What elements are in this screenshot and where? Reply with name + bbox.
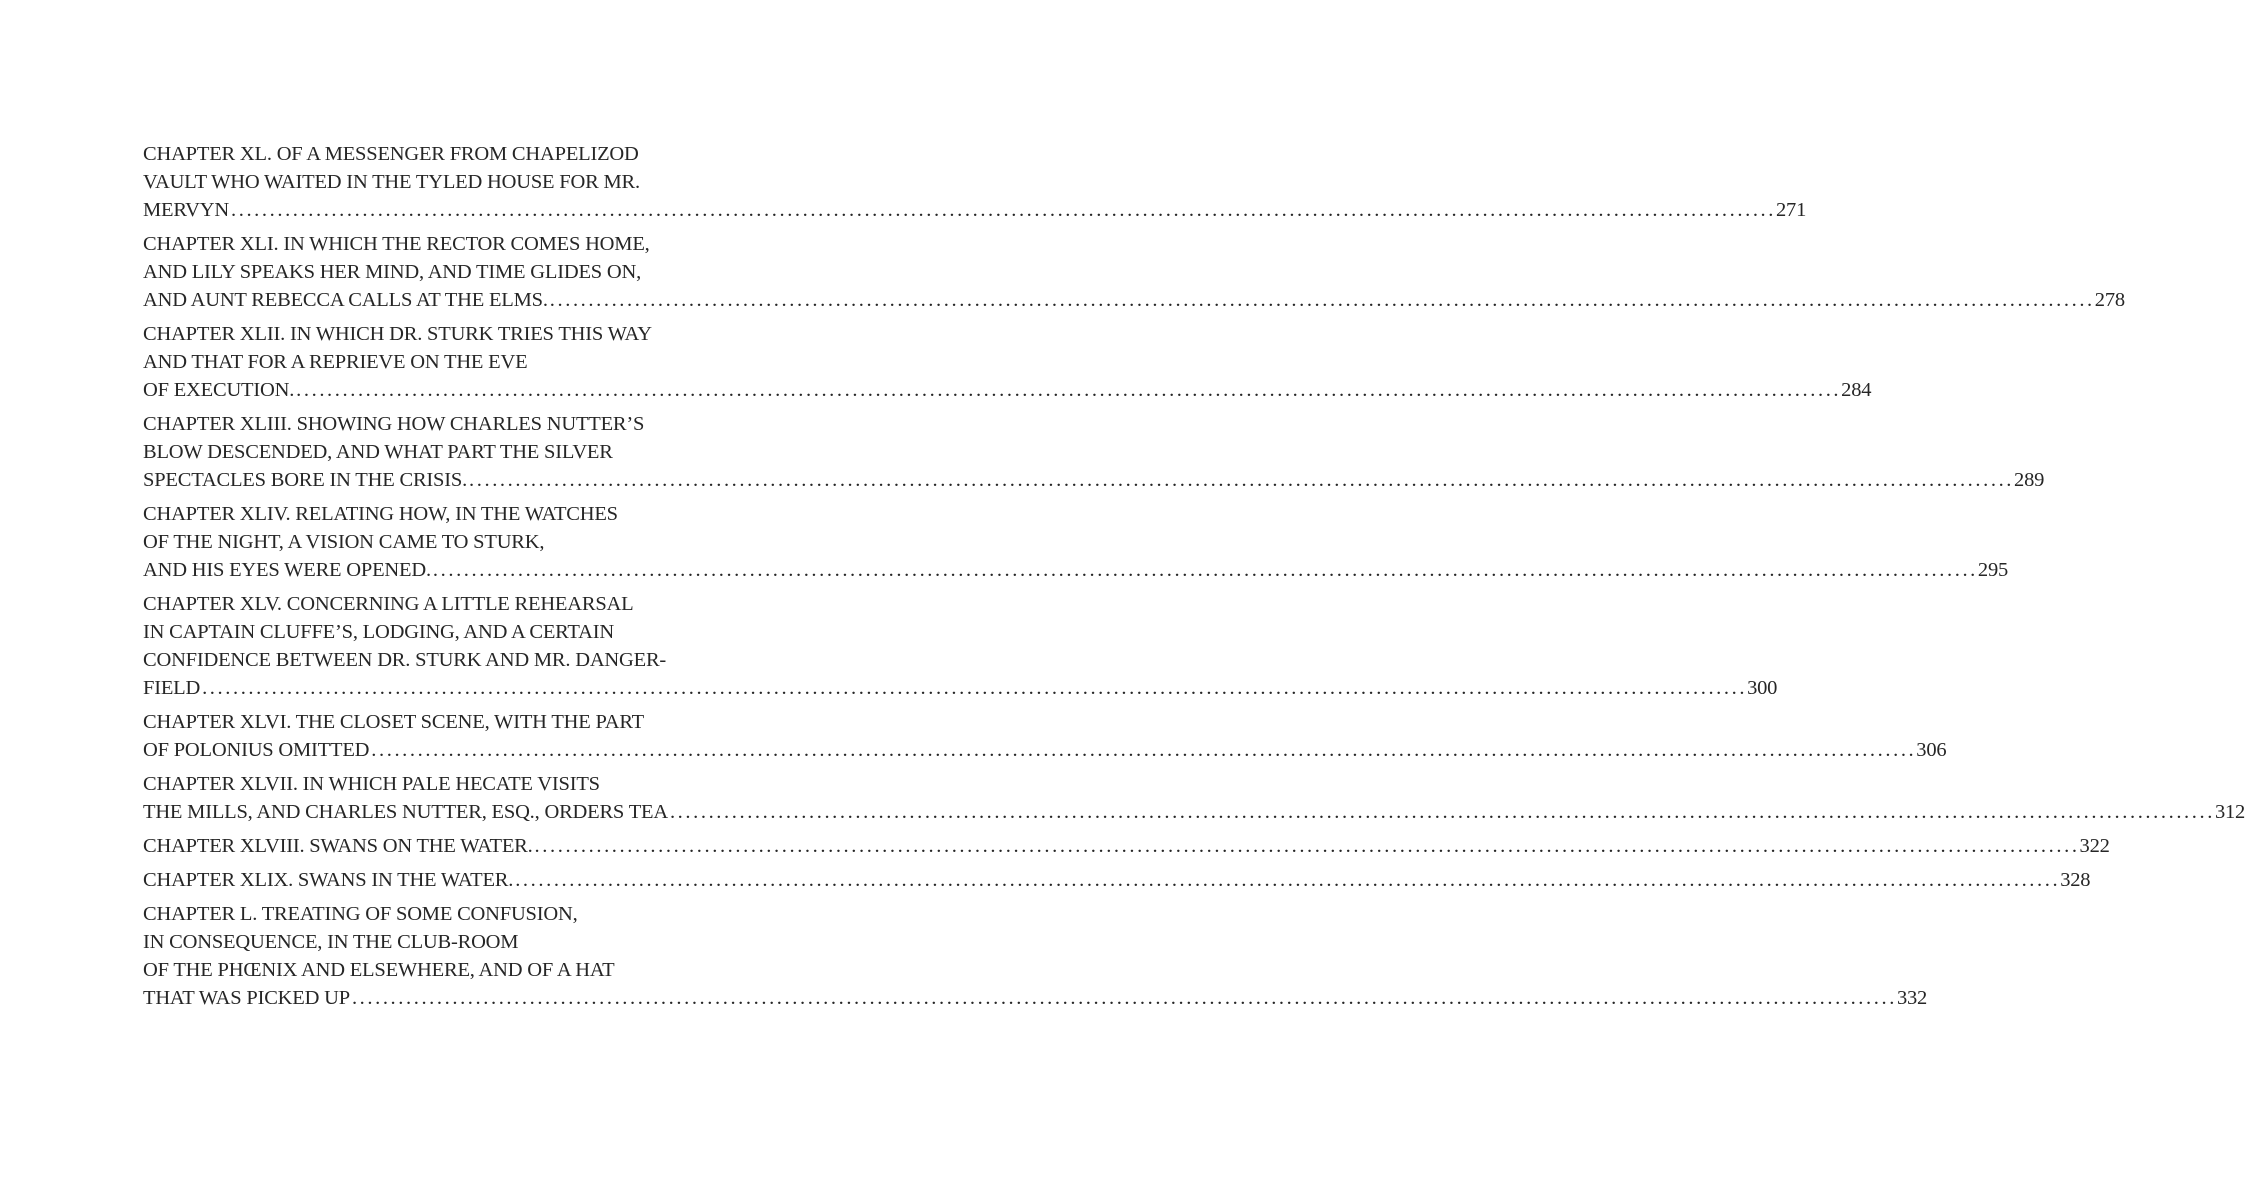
toc-entry-final-line bbox=[143, 466, 2045, 494]
toc-entry bbox=[143, 140, 1807, 224]
toc-entry-title-line: CHAPTER XLVII. IN WHICH PALE HECATE VISITS bbox=[143, 773, 600, 795]
toc-entry bbox=[143, 770, 2245, 826]
toc-entry bbox=[143, 708, 1947, 764]
toc-entry-final-line bbox=[143, 798, 2245, 826]
toc-entry-final-line bbox=[143, 832, 2110, 860]
toc-entry-title-line: CHAPTER XLV. CONCERNING A LITTLE REHEARSAL bbox=[143, 593, 634, 615]
toc-entry-title-line: CHAPTER L. TREATING OF SOME CONFUSION, bbox=[143, 903, 578, 925]
dot-leader: ........................................................................................................................................................................................................ bbox=[296, 379, 1842, 401]
toc-entry-title-line: CHAPTER XLVIII. SWANS ON THE WATER. bbox=[143, 835, 533, 857]
toc-entry-title-line: FIELD bbox=[143, 677, 201, 699]
toc-entry-title-line: CHAPTER XLVI. THE CLOSET SCENE, WITH THE PART bbox=[143, 711, 644, 733]
dot-leader: ........................................................................................................................................................................................................ bbox=[669, 801, 2215, 823]
toc-entry-final-line bbox=[143, 556, 2009, 584]
toc-entry-title-line: SPECTACLES BORE IN THE CRISIS. bbox=[143, 469, 468, 491]
toc-entry-final-line bbox=[143, 286, 2125, 314]
toc-entry-title-line: BLOW DESCENDED, AND WHAT PART THE SILVER bbox=[143, 441, 613, 463]
toc-entry-final-line bbox=[143, 984, 1928, 1012]
toc-entry-title-line: CHAPTER XLIX. SWANS IN THE WATER. bbox=[143, 869, 514, 891]
dot-leader: ........................................................................................................................................................................................................ bbox=[371, 739, 1917, 761]
toc-entry bbox=[143, 866, 2091, 894]
toc-entry-title-line: AND THAT FOR A REPRIEVE ON THE EVE bbox=[143, 351, 528, 373]
toc-entry-title-line: CHAPTER XLIV. RELATING HOW, IN THE WATCHES bbox=[143, 503, 618, 525]
toc-entry-title-line: AND HIS EYES WERE OPENED. bbox=[143, 559, 431, 581]
toc-entry bbox=[143, 500, 2009, 584]
toc-page-number: 322 bbox=[2079, 835, 2110, 857]
toc-entry-title-line: IN CONSEQUENCE, IN THE CLUB-ROOM bbox=[143, 931, 519, 953]
toc-entry-final-line bbox=[143, 376, 1872, 404]
toc-page-number: 284 bbox=[1841, 379, 1872, 401]
toc-page-number: 289 bbox=[2014, 469, 2045, 491]
toc-entry-title-line: THE MILLS, AND CHARLES NUTTER, ESQ., ORDERS TEA bbox=[143, 801, 668, 823]
toc-page-number: 312 bbox=[2214, 801, 2245, 823]
toc-entry bbox=[143, 590, 1778, 702]
toc-entry-title-line: OF POLONIUS OMITTED bbox=[143, 739, 370, 761]
toc-entry bbox=[143, 832, 2110, 860]
toc-page-number: 328 bbox=[2060, 869, 2091, 891]
toc-entry-title-line: AND AUNT REBECCA CALLS AT THE ELMS. bbox=[143, 289, 548, 311]
dot-leader: ........................................................................................................................................................................................................ bbox=[432, 559, 1978, 581]
dot-leader: ........................................................................................................................................................................................................ bbox=[202, 677, 1748, 699]
toc-entry bbox=[143, 320, 1872, 404]
table-of-contents bbox=[143, 140, 2245, 1018]
toc-entry-title-line: CONFIDENCE BETWEEN DR. STURK AND MR. DANGER- bbox=[143, 649, 667, 671]
toc-entry-final-line bbox=[143, 674, 1778, 702]
toc-entry-title-line: CHAPTER XLII. IN WHICH DR. STURK TRIES THIS WAY bbox=[143, 323, 652, 345]
toc-page-number: 271 bbox=[1776, 199, 1807, 221]
toc-entry-title-line: MERVYN bbox=[143, 199, 229, 221]
toc-page-number: 278 bbox=[2094, 289, 2125, 311]
toc-entry-title-line: CHAPTER XL. OF A MESSENGER FROM CHAPELIZOD bbox=[143, 143, 639, 165]
toc-page-number: 332 bbox=[1896, 987, 1928, 1009]
toc-entry bbox=[143, 230, 2125, 314]
toc-entry-title-line: OF THE PHŒNIX AND ELSEWHERE, AND OF A HAT bbox=[143, 959, 615, 981]
toc-page-number: 306 bbox=[1916, 739, 1947, 761]
toc-entry bbox=[143, 900, 1928, 1012]
dot-leader: ........................................................................................................................................................................................................ bbox=[469, 469, 2015, 491]
toc-entry-title-line: AND LILY SPEAKS HER MIND, AND TIME GLIDES ON, bbox=[143, 261, 642, 283]
toc-entry-title-line: IN CAPTAIN CLUFFE’S, LODGING, AND A CERTAIN bbox=[143, 621, 614, 643]
toc-entry-title-line: CHAPTER XLI. IN WHICH THE RECTOR COMES HOME, bbox=[143, 233, 650, 255]
toc-page-number: 300 bbox=[1747, 677, 1778, 699]
dot-leader: ........................................................................................................................................................................................................ bbox=[549, 289, 2095, 311]
toc-entry-title-line: VAULT WHO WAITED IN THE TYLED HOUSE FOR MR. bbox=[143, 171, 640, 193]
dot-leader: ........................................................................................................................................................................................................ bbox=[534, 835, 2080, 857]
toc-entry-final-line bbox=[143, 866, 2091, 894]
toc-page-number: 295 bbox=[1977, 559, 2009, 581]
toc-entry-title-line: CHAPTER XLIII. SHOWING HOW CHARLES NUTTER’S bbox=[143, 413, 645, 435]
toc-entry-title-line: OF EXECUTION. bbox=[143, 379, 295, 401]
toc-entry-title-line: THAT WAS PICKED UP bbox=[143, 987, 350, 1009]
dot-leader: ........................................................................................................................................................................................................ bbox=[351, 987, 1897, 1009]
dot-leader: ........................................................................................................................................................................................................ bbox=[231, 199, 1776, 221]
toc-entry-final-line bbox=[143, 196, 1807, 224]
toc-entry-final-line bbox=[143, 736, 1947, 764]
dot-leader: ........................................................................................................................................................................................................ bbox=[515, 869, 2061, 891]
toc-entry-title-line: OF THE NIGHT, A VISION CAME TO STURK, bbox=[143, 531, 545, 553]
toc-entry bbox=[143, 410, 2045, 494]
